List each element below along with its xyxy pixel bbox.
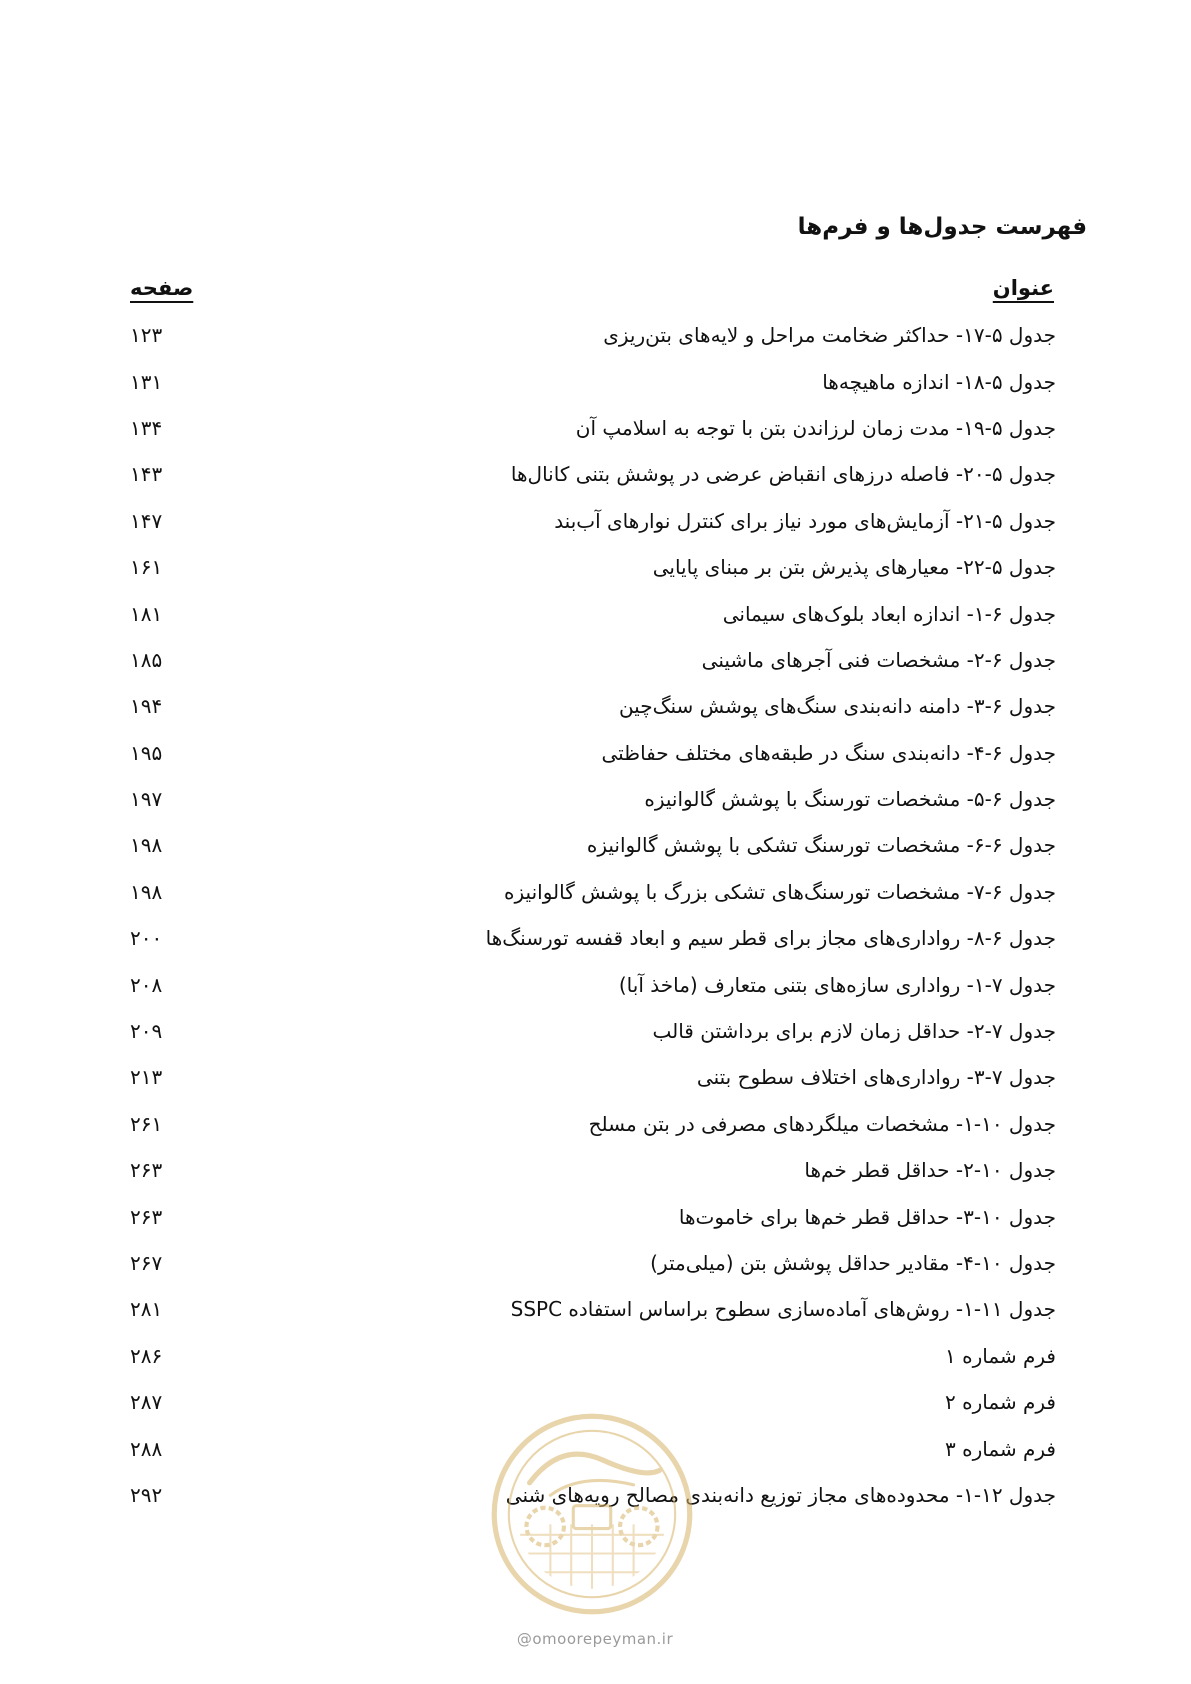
toc-entry-page-number: ۲۶۷ — [130, 1251, 163, 1275]
toc-entry — [130, 1240, 1056, 1286]
title-column-header: عنوان — [992, 276, 1054, 300]
toc-entry-title: جدول ۷-۳- رواداری‌های اختلاف سطوح بتنی — [696, 1065, 1056, 1090]
toc-entry-page-number: ۲۸۶ — [130, 1343, 163, 1368]
page-title: فهرست جدول‌ها و فرم‌ها — [797, 214, 1087, 240]
toc-entry-page-number: ۲۹۲ — [130, 1482, 163, 1507]
toc-entry-page-number: ۱۶۱ — [130, 555, 163, 580]
toc-entry — [130, 961, 1056, 1007]
toc-entry-title: فرم شماره ۲ — [945, 1390, 1056, 1415]
toc-entry-title: فرم شماره ۱ — [945, 1343, 1056, 1368]
toc-entry — [130, 1101, 1056, 1147]
toc-entry-page-number: ۱۹۸ — [130, 833, 163, 858]
toc-entry-page-number: ۱۹۷ — [130, 787, 163, 812]
toc-entry-page-number: ۱۹۸ — [130, 879, 163, 904]
toc-entry-title: جدول ۵-۲۲- معیارهای پذیرش بتن بر مبنای پایایی — [652, 555, 1056, 580]
toc-entry-page-number: ۲۰۸ — [130, 972, 163, 997]
toc-entry — [130, 776, 1056, 822]
toc-entry — [130, 1193, 1056, 1239]
toc-entry — [130, 637, 1056, 683]
toc-entry-page-number: ۱۳۴ — [130, 415, 163, 440]
toc-entry — [130, 312, 1056, 358]
toc-entry-page-number: ۱۲۳ — [130, 323, 163, 348]
toc-entry — [130, 1147, 1056, 1193]
toc-entry-page-number: ۱۹۵ — [130, 740, 163, 765]
toc-entry-title: جدول ۵-۱۸- اندازه ماهیچه‌ها — [822, 369, 1056, 394]
toc-entry-title: جدول ۱۰-۴- مقادیر حداقل پوشش بتن (میلی‌متر) — [650, 1251, 1056, 1275]
toc-entry-title: جدول ۱۰-۲- حداقل قطر خم‌ها — [804, 1158, 1056, 1183]
toc-entry-page-number: ۲۶۳ — [130, 1158, 163, 1183]
toc-entry-title: جدول ۱۰-۳- حداقل قطر خم‌ها برای خاموت‌ها — [678, 1204, 1056, 1229]
toc-entry-page-number: ۱۳۱ — [130, 369, 163, 394]
toc-entry-title: جدول ۱۰-۱- مشخصات میلگردهای مصرفی در بتن مسلح — [588, 1111, 1056, 1136]
toc-entry-page-number: ۱۹۴ — [130, 694, 163, 719]
toc-entry-title: جدول ۶-۶- مشخصات تورسنگ تشکی با پوشش گالوانیزه — [586, 833, 1056, 858]
toc-entry-title: جدول ۶-۷- مشخصات تورسنگ‌های تشکی بزرگ با پوشش گالوانیزه — [504, 879, 1056, 904]
toc-entry — [130, 358, 1056, 404]
toc-entry-title: جدول ۱۲-۱- محدوده‌های مجاز توزیع دانه‌بندی مصالح رویه‌های شنی — [505, 1482, 1056, 1507]
toc-entry-title: جدول ۶-۸- رواداری‌های مجاز برای قطر سیم و ابعاد قفسه تورسنگ‌ها — [485, 926, 1056, 951]
toc-entry-title: جدول ۵-۱۷- حداکثر ضخامت مراحل و لایه‌های بتن‌ریزی — [603, 323, 1056, 348]
toc-entry-page-number: ۲۸۱ — [130, 1297, 163, 1322]
toc-entry-title: جدول ۵-۲۱- آزمایش‌های مورد نیاز برای کنترل نوارهای آب‌بند — [554, 508, 1056, 533]
toc-entry — [130, 730, 1056, 776]
toc-entry — [130, 915, 1056, 961]
toc-entry-page-number: ۲۸۷ — [130, 1390, 163, 1415]
toc-entry — [130, 405, 1056, 451]
toc-entry-page-number: ۲۱۳ — [130, 1065, 163, 1090]
toc-entry — [130, 590, 1056, 636]
watermark-url: @omoorepeyman.ir — [516, 1630, 674, 1648]
toc-entry-title: فرم شماره ۳ — [945, 1436, 1056, 1461]
toc-entry-title: جدول ۵-۲۰- فاصله درزهای انقباض عرضی در پوشش بتنی کانال‌ها — [510, 462, 1056, 487]
page-column-header: صفحه — [130, 276, 194, 300]
toc-entry-page-number: ۲۶۳ — [130, 1204, 163, 1229]
toc-entry-title: جدول ۷-۱- رواداری سازه‌های بتنی متعارف (ماخذ آبا) — [618, 972, 1056, 997]
toc-entry — [130, 1054, 1056, 1100]
toc-entry — [130, 822, 1056, 868]
toc-entry — [130, 869, 1056, 915]
toc-entry — [130, 451, 1056, 497]
toc-entry — [130, 1333, 1056, 1379]
toc-entry — [130, 1286, 1056, 1332]
toc-entry — [130, 544, 1056, 590]
toc-entry-title: جدول ۵-۱۹- مدت زمان لرزاندن بتن با توجه به اسلامپ آن — [575, 415, 1056, 440]
toc-entry-page-number: ۱۸۱ — [130, 601, 163, 626]
toc-entry-page-number: ۲۰۹ — [130, 1019, 163, 1044]
toc-entry-page-number: ۲۶۱ — [130, 1111, 163, 1136]
toc-entry-title: جدول ۶-۱- اندازه ابعاد بلوک‌های سیمانی — [722, 601, 1056, 626]
table-of-contents-list — [130, 312, 1056, 1518]
watermark-logo-icon — [488, 1410, 696, 1618]
toc-entry-title: جدول ۶-۴- دانه‌بندی سنگ در طبقه‌های مختلف حفاظتی — [601, 740, 1056, 765]
toc-entry-title: جدول ۷-۲- حداقل زمان لازم برای برداشتن قالب — [652, 1019, 1056, 1044]
toc-entry-title: جدول ۶-۲- مشخصات فنی آجرهای ماشینی — [701, 647, 1056, 672]
toc-entry-title: جدول ۱۱-۱- روش‌های آماده‌سازی سطوح براساس استفاده SSPC — [510, 1297, 1056, 1322]
toc-entry — [130, 1008, 1056, 1054]
toc-entry-page-number: ۱۴۷ — [130, 508, 163, 533]
toc-entry — [130, 683, 1056, 729]
toc-entry-title: جدول ۶-۵- مشخصات تورسنگ با پوشش گالوانیزه — [644, 787, 1056, 812]
toc-entry-page-number: ۲۰۰ — [130, 926, 163, 951]
toc-entry-page-number: ۲۸۸ — [130, 1436, 163, 1461]
toc-entry-page-number: ۱۴۳ — [130, 462, 163, 487]
toc-entry-title: جدول ۶-۳- دامنه دانه‌بندی سنگ‌های پوشش سنگ‌چین — [618, 694, 1056, 719]
toc-entry-page-number: ۱۸۵ — [130, 647, 163, 672]
toc-entry — [130, 498, 1056, 544]
